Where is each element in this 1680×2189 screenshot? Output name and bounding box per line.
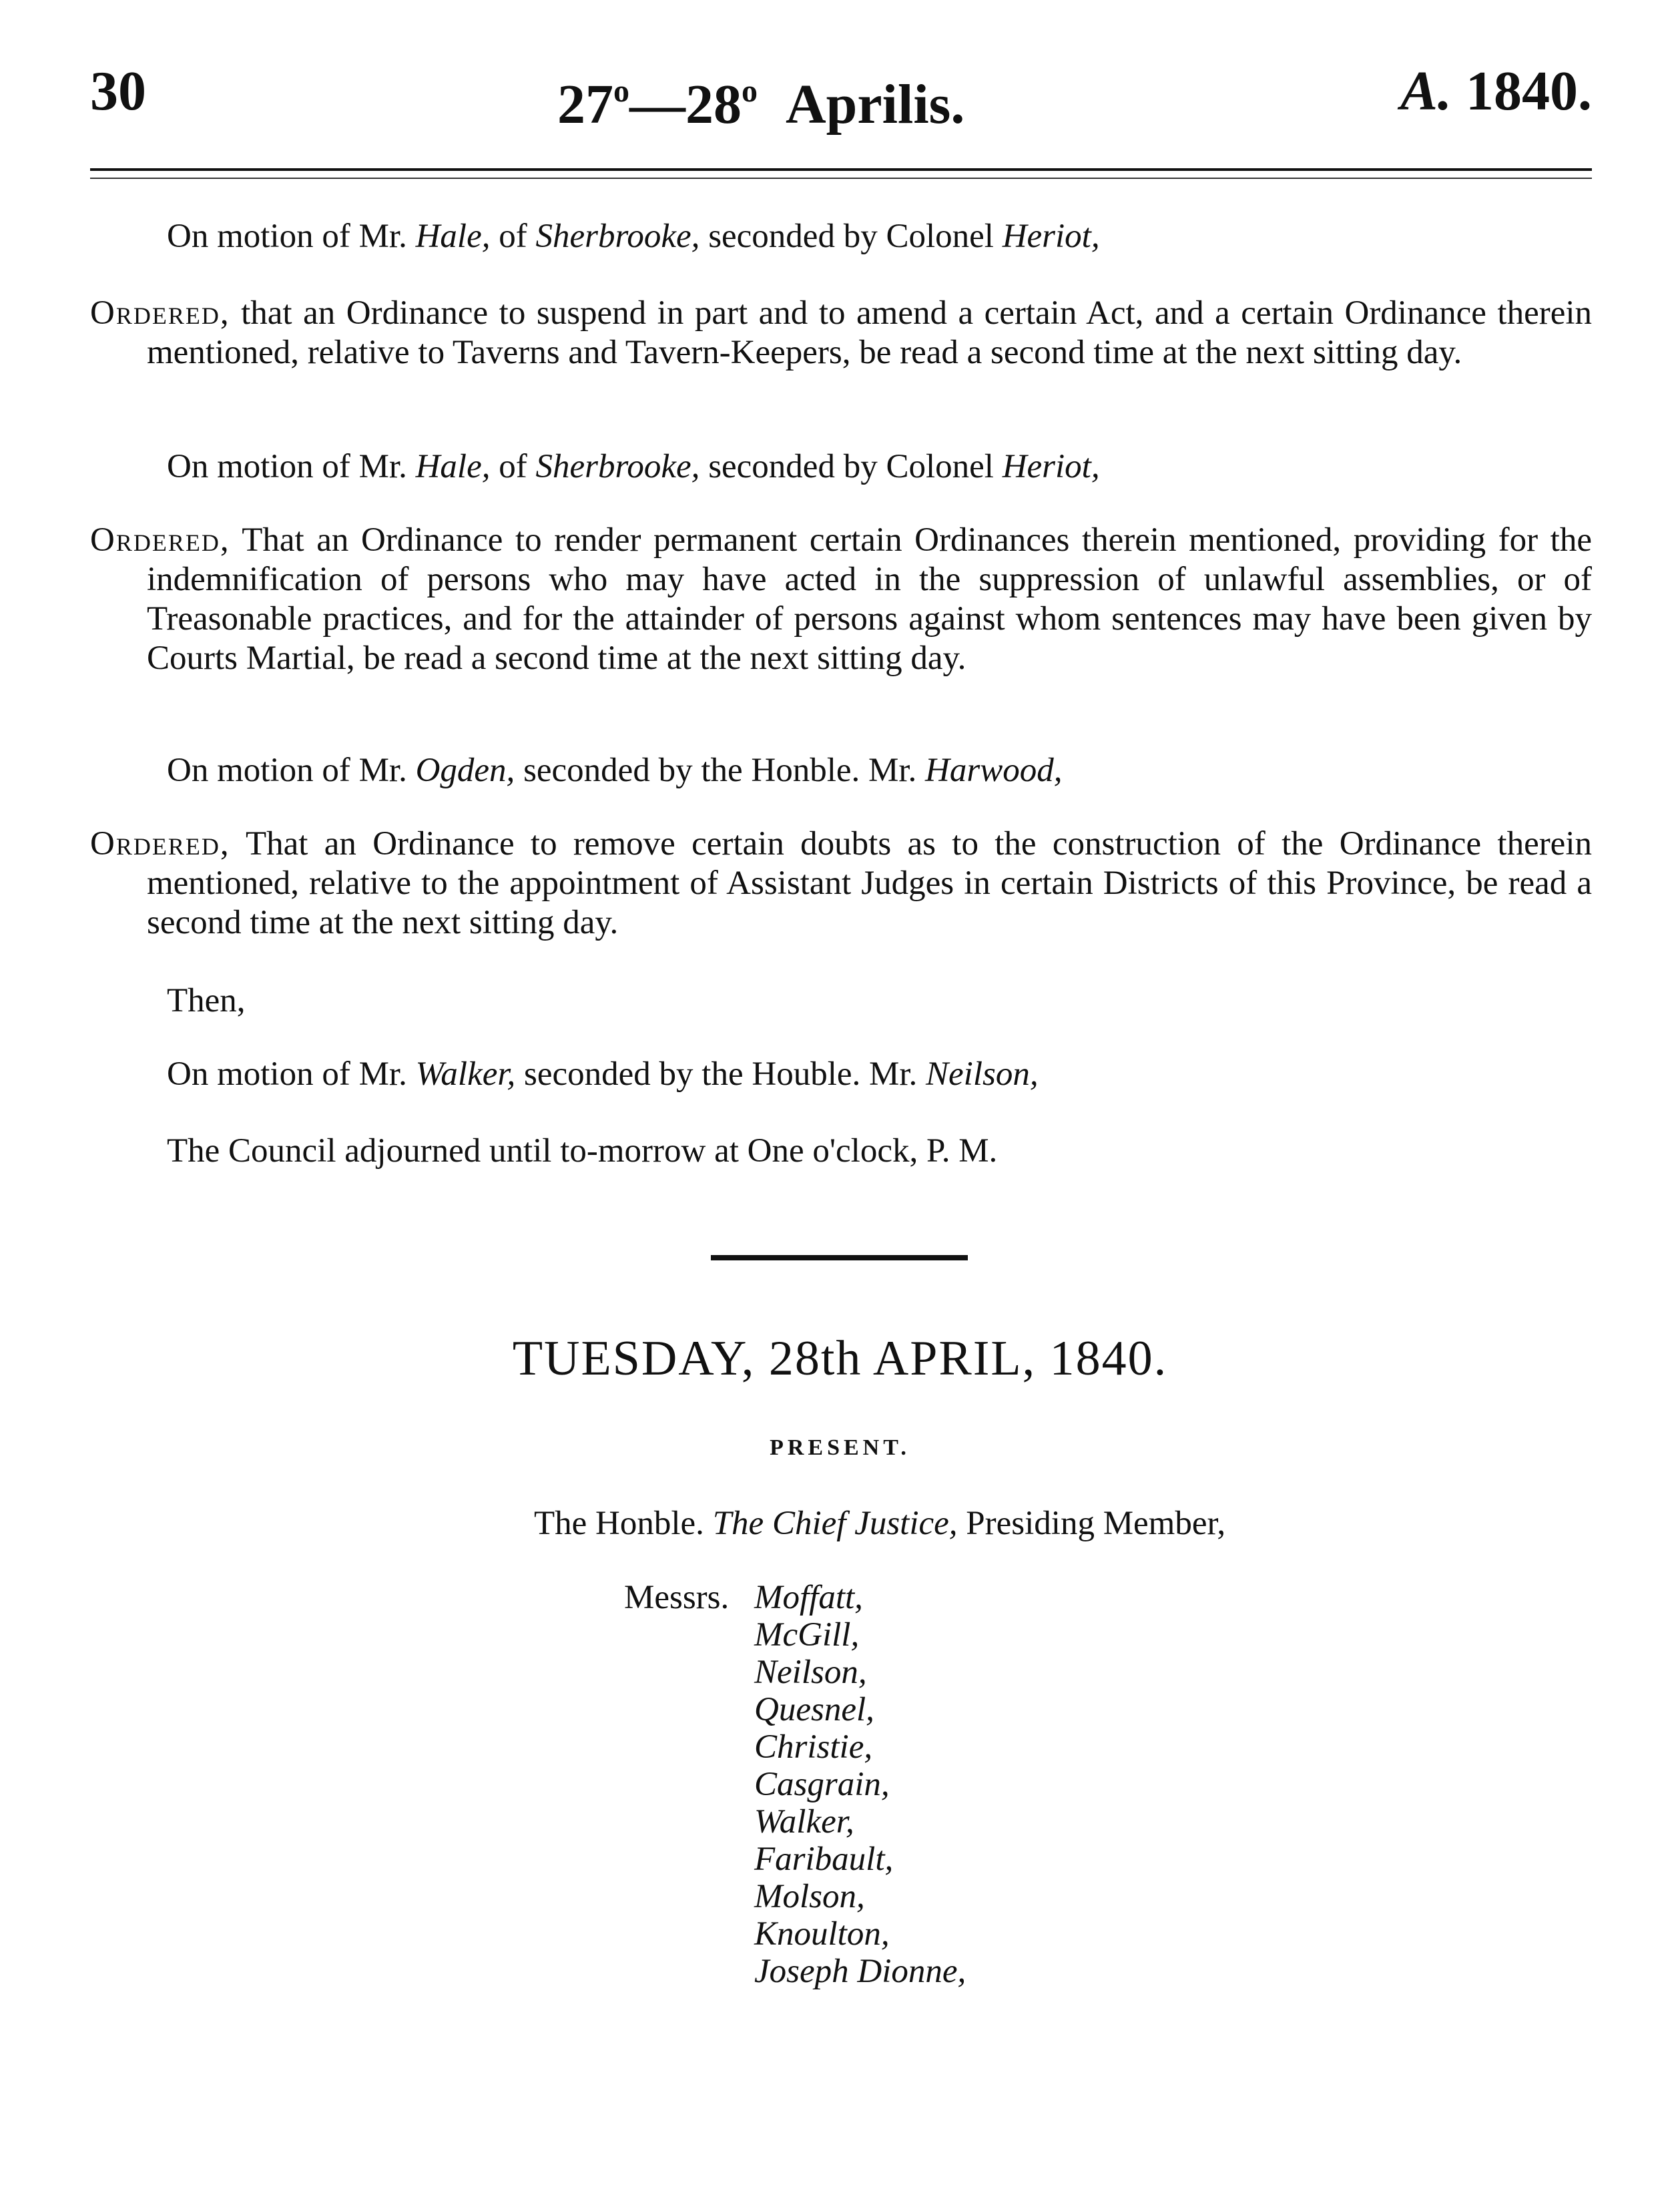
section-divider (711, 1255, 968, 1260)
motion-text: On motion of Mr. (167, 448, 416, 485)
ordered-text: that an Ordinance to suspend in part and to amend a certain Act, and a certain Ordinance therein mentioned, relative to Taverns and Tavern-Keepers, be read a second time at the next sitting day. (147, 294, 1592, 371)
day-heading: TUESDAY, 28th APRIL, 1840. (512, 1331, 1168, 1386)
member-name: Casgrain, (754, 1766, 890, 1803)
member-name: Walker, (754, 1803, 854, 1841)
plain-text: The Council adjourned until to-morrow at One o'clock, P. M. (167, 1132, 998, 1170)
running-title-dash: — (629, 73, 685, 136)
member-name: Knoulton, (754, 1915, 890, 1953)
mover-place: Sherbrooke, (535, 448, 700, 485)
running-title-month: Aprilis. (786, 73, 965, 136)
member-name: Joseph Dionne, (754, 1953, 966, 1990)
motion-paragraph (90, 217, 1592, 256)
ordered-paragraph (90, 521, 1592, 678)
ordered-paragraph (90, 294, 1592, 373)
mover-name: Ogden, (415, 752, 515, 789)
mover-name: Hale, (415, 218, 491, 255)
plain-text: Then, (167, 982, 246, 1019)
member-name: Moffatt, (754, 1579, 863, 1616)
anno-letter: A. (1400, 60, 1452, 122)
motion-text: of (490, 448, 536, 485)
seconder-name: Heriot, (1002, 448, 1100, 485)
motion-text: seconded by Colonel (699, 218, 1003, 255)
mover-place: Sherbrooke, (535, 218, 700, 255)
motion-text: On motion of Mr. (167, 218, 416, 255)
header-rule-thin (90, 178, 1592, 179)
motion-text: seconded by the Houble. Mr. (515, 1055, 926, 1093)
running-title (557, 55, 1158, 142)
mover-name: Walker, (415, 1055, 516, 1093)
presiding-suffix: Presiding Member, (957, 1505, 1226, 1542)
header-rule (90, 168, 1592, 171)
ordered-paragraph (90, 824, 1592, 943)
member-name: Neilson, (754, 1654, 867, 1691)
present-label: PRESENT. (770, 1435, 910, 1460)
running-title-day1: 27 (557, 73, 613, 136)
mover-name: Hale, (415, 448, 491, 485)
motion-text: On motion of Mr. (167, 752, 416, 789)
members-list (754, 1579, 966, 1990)
page-header (90, 55, 1592, 136)
seconder-name: Neilson, (926, 1055, 1039, 1093)
year: 1840. (1466, 60, 1592, 122)
ordered-text: That an Ordinance to remove certain doubts as to the construction of the Ordinance therein mentioned, relative to the appointment of Assistant Judges in certain Districts of this Province, be read a second time at the next sitting day. (147, 825, 1592, 941)
degree-mark-2: o (742, 73, 758, 109)
seconder-name: Heriot, (1002, 218, 1100, 255)
member-name: McGill, (754, 1616, 860, 1654)
ordered-lead: Ordered, (90, 294, 230, 332)
ordered-text: That an Ordinance to render permanent certain Ordinances therein mentioned, providing for the indemnification of persons who may have acted in the suppression of unlawful assemblies, or of Treasonable practices, and for the attainder of persons against whom sentences may have been given by Courts Martial, be read a second time at the next sitting day. (147, 521, 1592, 677)
plain-paragraph (90, 981, 1592, 1021)
member-name: Faribault, (754, 1841, 894, 1878)
motion-paragraph (90, 751, 1592, 790)
page-number: 30 (90, 60, 146, 122)
member-name: Molson, (754, 1878, 865, 1915)
presiding-name: The Chief Justice, (712, 1505, 958, 1542)
seconder-name: Harwood, (925, 752, 1063, 789)
member-name: Quesnel, (754, 1691, 874, 1728)
degree-mark-1: o (613, 73, 629, 109)
motion-text: seconded by the Honble. Mr. (515, 752, 926, 789)
motion-text: seconded by Colonel (699, 448, 1003, 485)
year-marker (1400, 55, 1592, 128)
motion-text: On motion of Mr. (167, 1055, 416, 1093)
member-name: Christie, (754, 1728, 873, 1766)
plain-paragraph (90, 1132, 1592, 1171)
running-title-day2: 28 (685, 73, 742, 136)
motion-paragraph (90, 447, 1592, 487)
presiding-line (534, 1502, 1225, 1545)
motion-text: of (490, 218, 536, 255)
presiding-prefix: The Honble. (534, 1505, 713, 1542)
ordered-lead: Ordered, (90, 521, 230, 559)
motion-paragraph (90, 1055, 1592, 1094)
members-lead: Messrs. (624, 1579, 730, 1616)
ordered-lead: Ordered, (90, 825, 230, 863)
